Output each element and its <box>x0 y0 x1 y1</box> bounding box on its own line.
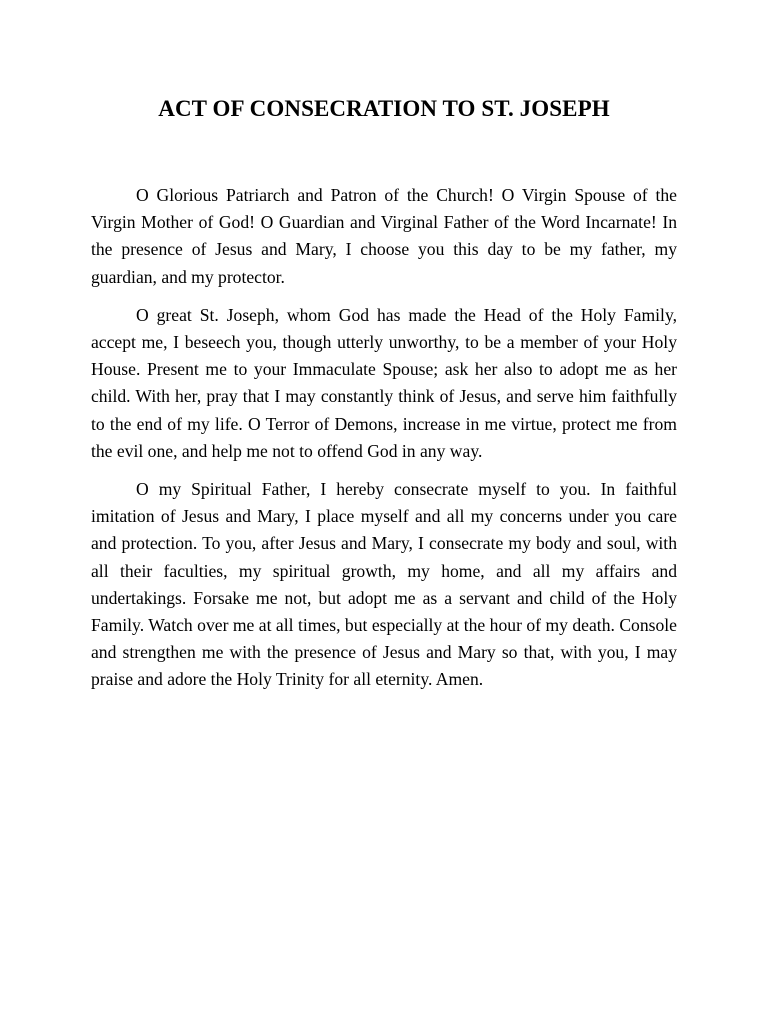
paragraph-2: O great St. Joseph, whom God has made the Head of the Holy Family, accept me, I beseech you, though utterly unworthy, to be a member of your Holy House. Present me to your Immaculate Spouse; ask her also to adopt me as her child. With her, pray that I may constantly think of Jesus, and serve him faithfully to the end of my life. O Terror of Demons, increase in me virtue, protect me from the evil one, and help me not to offend God in any way. <box>91 304 677 461</box>
paragraph-3: O my Spiritual Father, I hereby consecrate myself to you. In faithful imitation of Jesus and Mary, I place myself and all my concerns under you care and protection. To you, after Jesus and Mary, I consecrate my body and soul, with all their faculties, my spiritual growth, my home, and all my affairs and undertakings. Forsake me not, but adopt me as a servant and child of the Holy Family. Watch over me at all times, but especially at the hour of my death. Console and strengthen me with the presence of Jesus and Mary so that, with you, I may praise and adore the Holy Trinity for all eternity. Amen. <box>91 479 677 690</box>
document-title: ACT OF CONSECRATION TO ST. JOSEPH <box>158 96 610 121</box>
document-body <box>91 182 677 705</box>
paragraph-1: O Glorious Patriarch and Patron of the Church! O Virgin Spouse of the Virgin Mother of God! O Guardian and Virginal Father of the Word Incarnate! In the presence of Jesus and Mary, I choose you this day to be my father, my guardian, and my protector. <box>91 185 677 287</box>
